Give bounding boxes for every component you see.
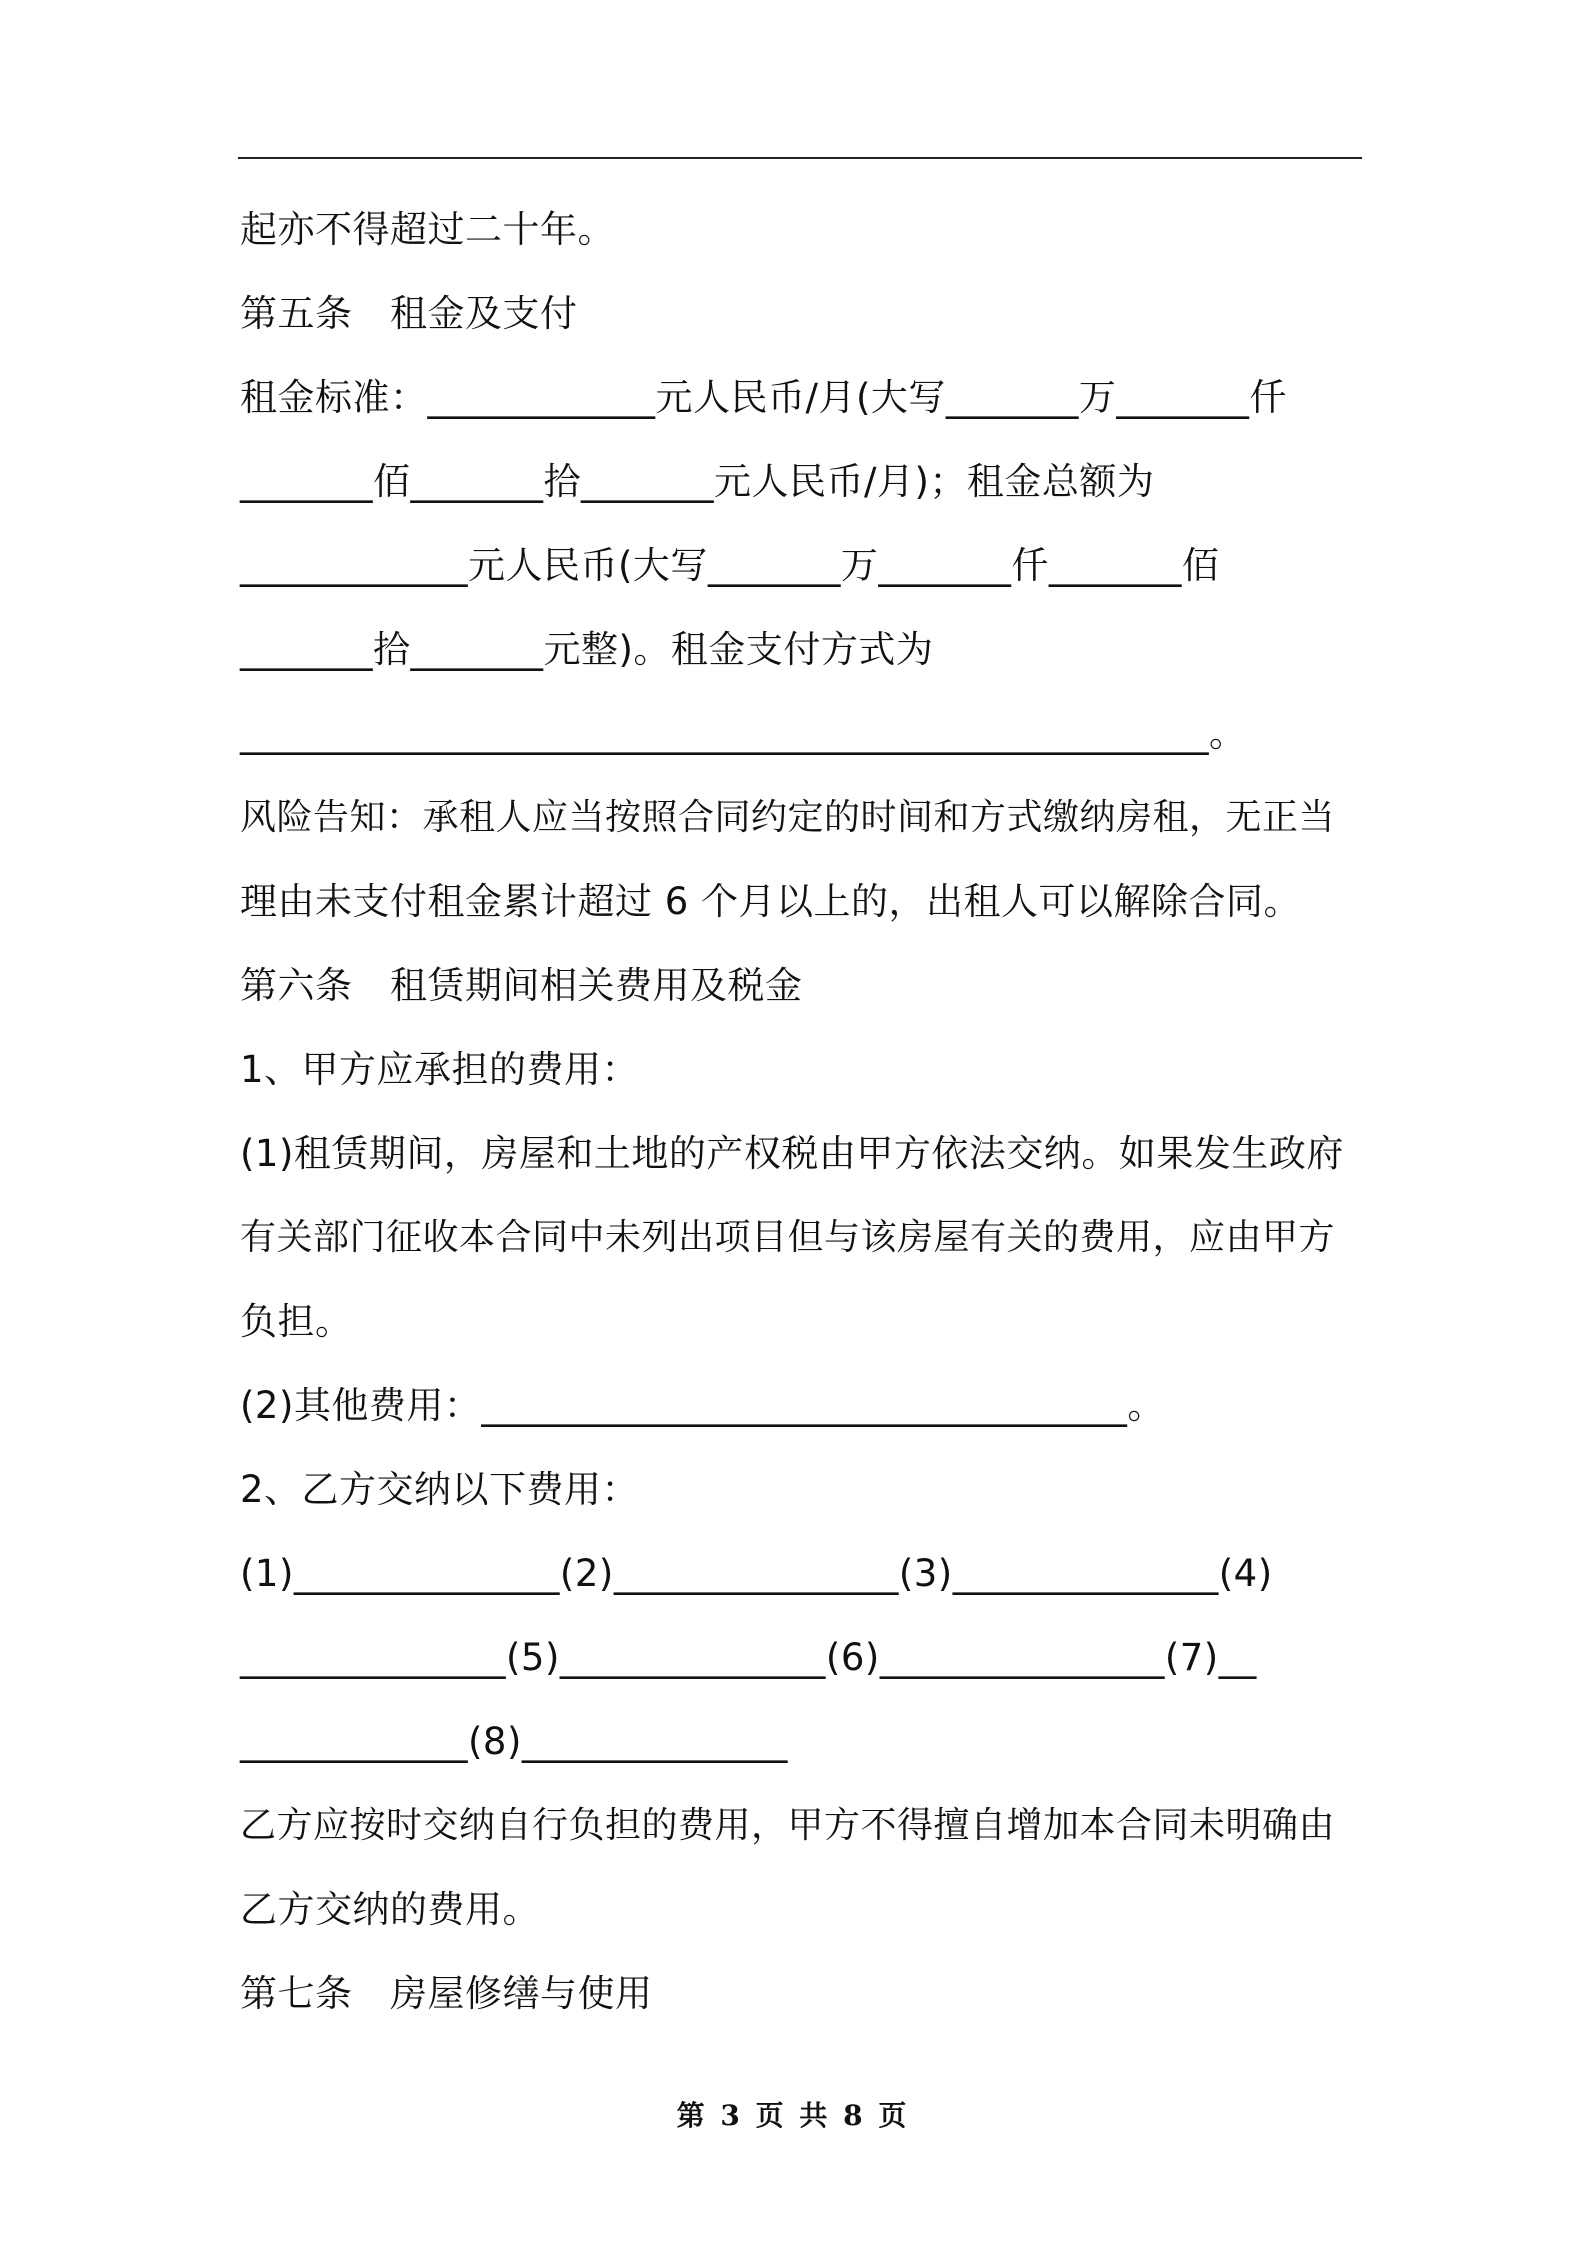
text-line: 乙方交纳的费用。: [240, 1888, 540, 1931]
text-line: ____________(8)______________: [240, 1720, 788, 1763]
text-line: 风险告知：承租人应当按照合同约定的时间和方式缴纳房租，无正当: [240, 797, 1336, 838]
header-rule: [238, 157, 1362, 159]
text-line: 租金标准：____________元人民币/月(大写_______万_______仟: [240, 376, 1287, 419]
text-line: (1)租赁期间，房屋和土地的产权税由甲方依法交纳。如果发生政府: [240, 1132, 1344, 1175]
article-heading: 第五条 租金及支付: [240, 292, 578, 335]
text-line: 2、乙方交纳以下费用：: [240, 1468, 640, 1511]
article-heading: 第六条 租赁期间相关费用及税金: [240, 964, 803, 1007]
text-line: _______拾_______元整)。租金支付方式为: [240, 628, 934, 671]
text-line: 乙方应按时交纳自行负担的费用，甲方不得擅自增加本合同未明确由: [240, 1805, 1336, 1846]
article-heading: 第七条 房屋修缮与使用: [240, 1972, 653, 2015]
text-line: 负担。: [240, 1300, 353, 1343]
text-line: _______佰_______拾_______元人民币/月)；租金总额为: [240, 460, 1155, 503]
page-number-footer: 第 3 页 共 8 页: [676, 2099, 910, 2132]
text-line: (2)其他费用：__________________________________。: [240, 1384, 1165, 1427]
text-line: ______________(5)______________(6)_______________(7)__: [240, 1636, 1257, 1679]
text-line: 起亦不得超过二十年。: [240, 208, 615, 251]
text-line: ___________________________________________________。: [240, 712, 1247, 755]
text-line: 理由未支付租金累计超过 6 个月以上的，出租人可以解除合同。: [240, 880, 1302, 923]
text-line: ____________元人民币(大写_______万_______仟_______佰: [240, 544, 1220, 587]
text-line: 有关部门征收本合同中未列出项目但与该房屋有关的费用，应由甲方: [240, 1217, 1336, 1258]
text-line: 1、甲方应承担的费用：: [240, 1048, 640, 1091]
text-line: (1)______________(2)_______________(3)______________(4): [240, 1552, 1273, 1595]
